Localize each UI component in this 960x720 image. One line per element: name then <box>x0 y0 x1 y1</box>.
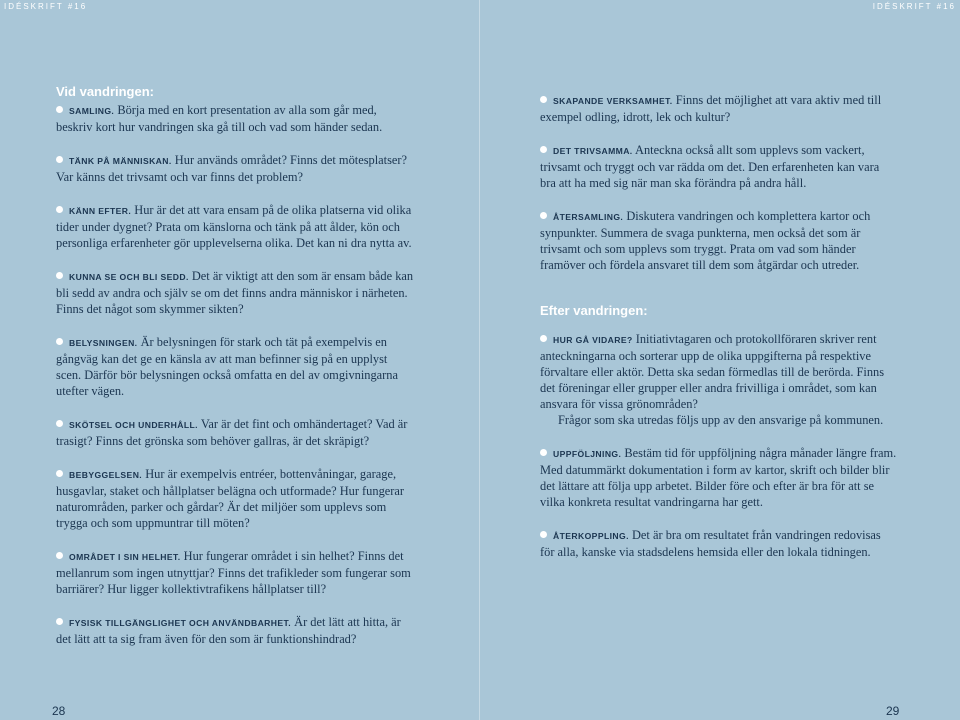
bullet-icon <box>56 470 63 477</box>
item-body: Diskutera vandringen och komplettera kartor och synpunkter. Summera de svaga punkterna, men också det som är trivsamt och som upplevs som tryggt. Prata om vad som händer framöver och fördela ansvaret till dem som åtgärdar och utreder. <box>540 209 871 272</box>
item-label: DET TRIVSAMMA. <box>553 146 633 156</box>
item-body: Är belysningen för stark och tät på exempelvis en gångväg kan det ge en känsla av att man befinner sig på en upplyst scen. Därför bör belysningen också omfatta en del av omgivningarna utefter vägen. <box>56 335 399 398</box>
running-header-right: IDÉSKRIFT #16 <box>872 2 956 11</box>
item-extra-paragraph: Frågor som ska utredas följs upp av den ansvarige på kommunen. <box>558 413 884 427</box>
item-label: OMRÅDET I SIN HELHET. <box>69 552 181 562</box>
list-item <box>540 331 898 428</box>
item-body: Hur är exempelvis entréer, bottenvåningar, garage, husgavlar, staket och hållplatser belägna och utformade? Hur fungerar naturområden, parker och gårdar? Är det miljöer som upplevs som trygga och som uppmuntrar till möten? <box>56 467 405 530</box>
item-label: BEBYGGELSEN. <box>69 470 143 480</box>
item-label: UPPFÖLJNING. <box>553 449 622 459</box>
running-header-left: IDÉSKRIFT #16 <box>4 2 88 11</box>
item-body: Finns det möjlighet att vara aktiv med till exempel odling, idrott, lek och kultur? <box>540 93 882 124</box>
item-body: Hur fungerar området i sin helhet? Finns det mellanrum som ingen utnyttjar? Finns det trafikleder som fungerar som barriärer? Hur ligger kollektivtrafikens hållplatser till? <box>56 549 411 596</box>
section-title-during-walk: Vid vandringen: <box>56 84 154 99</box>
item-label: KUNNA SE OCH BLI SEDD. <box>69 272 189 282</box>
item-label: KÄNN EFTER. <box>69 206 132 216</box>
item-label: HUR GÅ VIDARE? <box>553 335 633 345</box>
list-item <box>56 614 414 647</box>
section-title-after-walk: Efter vandringen: <box>540 303 648 318</box>
list-item <box>56 268 414 317</box>
bullet-icon <box>540 335 547 342</box>
item-label: FYSISK TILLGÄNGLIGHET OCH ANVÄNDBARHET. <box>69 618 292 628</box>
item-body: Var är det fint och omhändertaget? Vad är trasigt? Finns det grönska som behöver gallras, är det skräpigt? <box>56 417 408 448</box>
list-item <box>56 466 414 531</box>
item-body: Hur är det att vara ensam på de olika platserna vid olika tider under dygnet? Prata om känslorna och tänk på att ålder, kön och personliga erfarenheter gör upplevelserna olika. Det kan ni dra nytta av. <box>56 203 412 250</box>
item-body: Bestäm tid för uppföljning några månader längre fram. Med datummärkt dokumentation i form av kartor, skrift och bilder blir det lättare att följa upp arbetet. Bilder före och efter är bra för att se vilka konkreta resultat vandringarna har gett. <box>540 446 897 509</box>
bullet-icon <box>56 156 63 163</box>
list-item <box>56 416 414 449</box>
list-item <box>540 527 898 560</box>
left-page-column <box>56 84 414 664</box>
bullet-icon <box>56 106 63 113</box>
list-item <box>56 152 414 185</box>
item-body: Är det lätt att hitta, är det lätt att ta sig fram även för den som är funktionshindrad? <box>56 615 401 646</box>
list-item <box>540 142 898 191</box>
page-number-left: 28 <box>52 704 66 718</box>
item-body: Börja med en kort presentation av alla som går med, beskriv kort hur vandringen ska gå till och vad som händer sedan. <box>56 103 383 134</box>
bullet-icon <box>56 338 63 345</box>
item-body: Initiativtagaren och protokollföraren skriver rent anteckningarna och sorterar upp de olika uppgifterna på respektive förvaltare eller aktör. Detta ska sedan förmedlas till de berörda. Finns det föreningar eller grupper eller andra frivilliga i området, som kan ansvara för vissa grönområden? <box>540 332 885 411</box>
bullet-icon <box>540 531 547 538</box>
page-number-right: 29 <box>886 704 900 718</box>
item-label: TÄNK PÅ MÄNNISKAN. <box>69 156 172 166</box>
list-item <box>56 102 414 135</box>
item-body: Det är bra om resultatet från vandringen redovisas för alla, kanske via stadsdelens hemsida eller den lokala tidningen. <box>540 528 881 559</box>
bullet-icon <box>540 449 547 456</box>
item-label: ÅTERSAMLING. <box>553 212 624 222</box>
item-label: SAMLING. <box>69 106 115 116</box>
list-item <box>540 445 898 510</box>
bullet-icon <box>56 552 63 559</box>
item-body: Det är viktigt att den som är ensam både kan bli sedd av andra och själv se om det finns andra människor i närheten. Finns det något som skymmer sikten? <box>56 269 414 316</box>
item-label: SKÖTSEL OCH UNDERHÅLL. <box>69 420 198 430</box>
item-label: ÅTERKOPPLING. <box>553 531 629 541</box>
bullet-icon <box>56 618 63 625</box>
item-label: BELYSNINGEN. <box>69 338 138 348</box>
bullet-icon <box>540 212 547 219</box>
bullet-icon <box>56 206 63 213</box>
list-item <box>540 92 898 125</box>
bullet-icon <box>540 96 547 103</box>
item-body: Hur används området? Finns det mötesplatser? Var känns det trivsamt och var finns det problem? <box>56 153 408 184</box>
list-item <box>56 202 414 251</box>
item-label: SKAPANDE VERKSAMHET. <box>553 96 673 106</box>
spread-fold <box>479 0 480 720</box>
bullet-icon <box>56 272 63 279</box>
bullet-icon <box>540 146 547 153</box>
right-page-column <box>540 92 898 577</box>
bullet-icon <box>56 420 63 427</box>
list-item <box>540 208 898 273</box>
item-body: Anteckna också allt som upplevs som vackert, trivsamt och tryggt och var rädda om det. Den erfarenheten kan vara bra att ha med sig när man ska förändra på andra håll. <box>540 143 880 190</box>
list-item <box>56 548 414 597</box>
list-item <box>56 334 414 399</box>
